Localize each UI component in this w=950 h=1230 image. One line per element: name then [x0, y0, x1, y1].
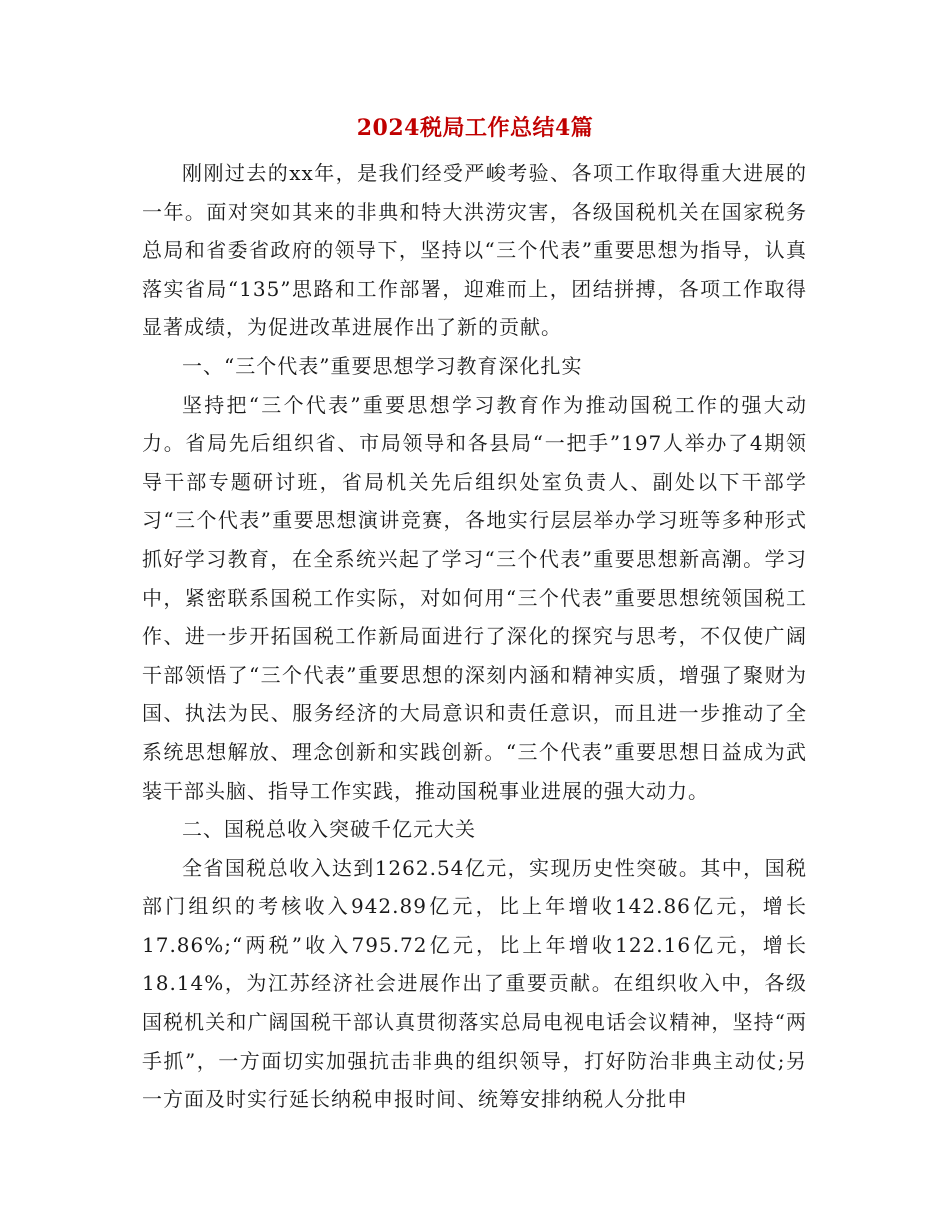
document-title: 2024税局工作总结4篇 — [356, 115, 594, 141]
section-heading-1: 一、“三个代表”重要思想学习教育深化扎实 — [182, 353, 583, 378]
paragraph-intro: 刚刚过去的xx年，是我们经受严峻考验、各项工作取得重大进展的一年。面对突如其来的非典和特大洪涝灾害，各级国税机关在国家税务总局和省委省政府的领导下，坚持以“三个代表”重要思想为指导，认真落实省局“135”思路和工作部署，迎难而上，团结拼搏，各项工作取得显著成绩，为促进改革进展作出了新的贡献。 — [142, 161, 807, 340]
document-body — [142, 154, 807, 1119]
paragraph-section-2: 全省国税总收入达到1262.54亿元，实现历史性突破。其中，国税部门组织的考核收入942.89亿元，比上年增收142.86亿元，增长17.86%;“两税”收入795.72亿元，比上年增收122.16亿元，增长18.14%，为江苏经济社会进展作出了重要贡献。在组织收入中，各级国税机关和广阔国税干部认真贯彻落实总局电视电话会议精神，坚持“两手抓”，一方面切实加强抗击非典的组织领导，打好防治非典主动仗;另一方面及时实行延长纳税申报时间、统筹安排纳税人分批申 — [142, 855, 807, 1112]
section-heading-2: 二、国税总收入突破千亿元大关 — [182, 817, 476, 842]
paragraph-section-1: 坚持把“三个代表”重要思想学习教育作为推动国税工作的强大动力。省局先后组织省、市局领导和各县局“一把手”197人举办了4期领导干部专题研讨班，省局机关先后组织处室负责人、副处以下干部学习“三个代表”重要思想演讲竞赛，各地实行层层举办学习班等多种形式抓好学习教育，在全系统兴起了学习“三个代表”重要思想新高潮。学习中，紧密联系国税工作实际，对如何用“三个代表”重要思想统领国税工作、进一步开拓国税工作新局面进行了深化的探究与思考，不仅使广阔干部领悟了“三个代表”重要思想的深刻内涵和精神实质，增强了聚财为国、执法为民、服务经济的大局意识和责任意识，而且进一步推动了全系统思想解放、理念创新和实践创新。“三个代表”重要思想日益成为武装干部头脑、指导工作实践，推动国税事业进展的强大动力。 — [142, 392, 807, 803]
